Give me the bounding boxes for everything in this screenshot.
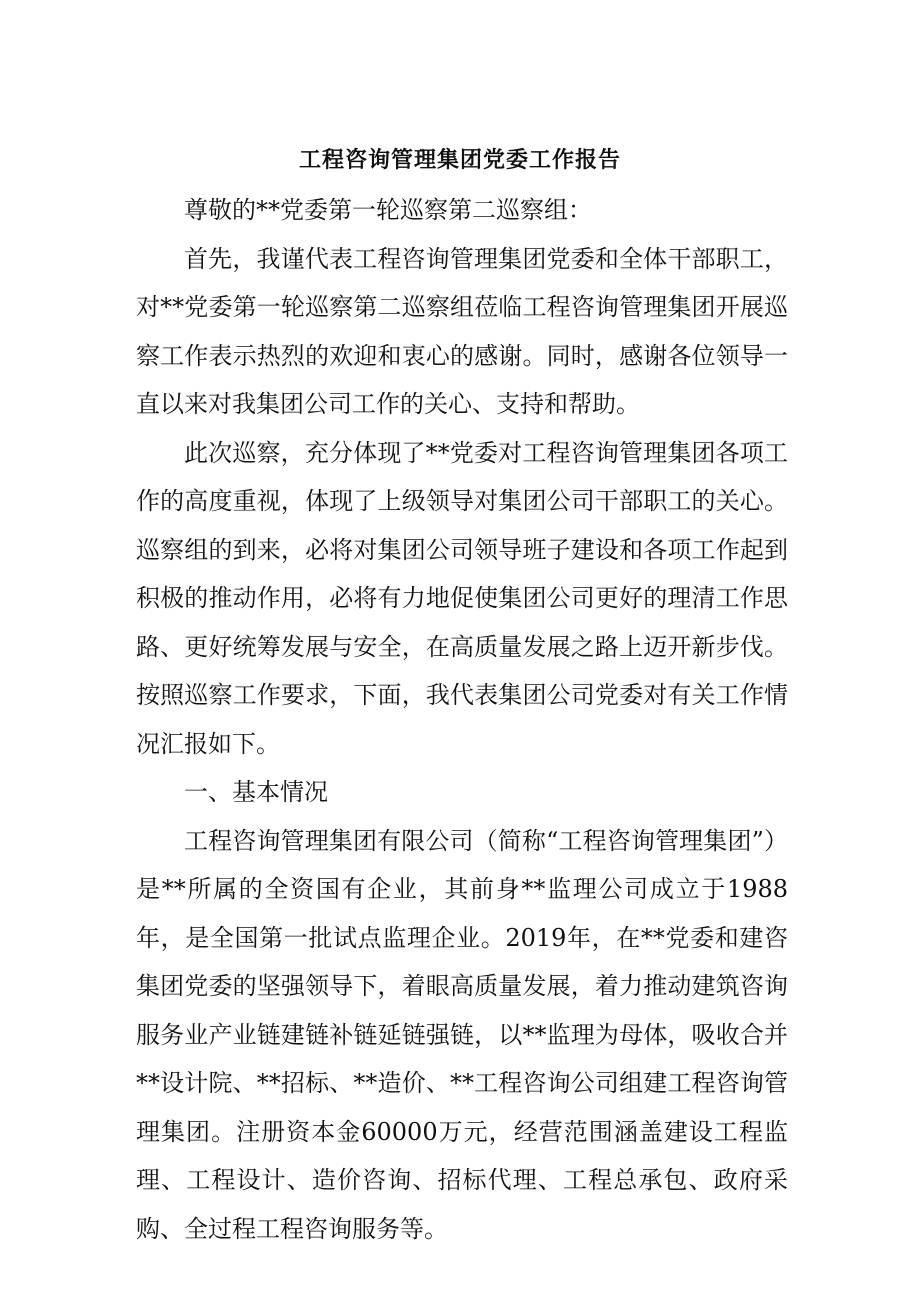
- document-title: 工程咨询管理集团党委工作报告: [298, 147, 621, 173]
- salutation: 尊敬的**党委第一轮巡察第二巡察组：: [184, 196, 592, 224]
- section-heading-basic-info: 一、基本情况: [184, 778, 328, 806]
- paragraph-inspection: 此次巡察，充分体现了**党委对工程咨询管理集团各项工作的高度重视，体现了上级领导对集团公司干部职工的关心。巡察组的到来，必将对集团公司领导班子建设和各项工作起到积极的推动作用，必将有力地促使集团公司更好的理清工作思路、更好统筹发展与安全，在高质量发展之路上迈开新步伐。按照巡察工作要求，下面，我代表集团公司党委对有关工作情况汇报如下。: [136, 438, 788, 758]
- paragraph-company-profile: 工程咨询管理集团有限公司（简称“工程咨询管理集团”）是**所属的全资国有企业，其前身**监理公司成立于1988年，是全国第一批试点监理企业。2019年，在**党委和建咨集团党委的坚强领导下，着眼高质量发展，着力推动建筑咨询服务业产业链建链补链延链强链，以**监理为母体，吸收合并**设计院、**招标、**造价、**工程咨询公司组建工程咨询管理集团。注册资本金60000万元，经营范围涵盖建设工程监理、工程设计、造价咨询、招标代理、工程总承包、政府采购、全过程工程咨询服务等。: [136, 826, 788, 1243]
- paragraph-opening: 首先，我谨代表工程咨询管理集团党委和全体干部职工，对**党委第一轮巡察第二巡察组莅临工程咨询管理集团开展巡察工作表示热烈的欢迎和衷心的感谢。同时，感谢各位领导一直以来对我集团公司工作的关心、支持和帮助。: [136, 244, 788, 418]
- document-body: [136, 186, 788, 1253]
